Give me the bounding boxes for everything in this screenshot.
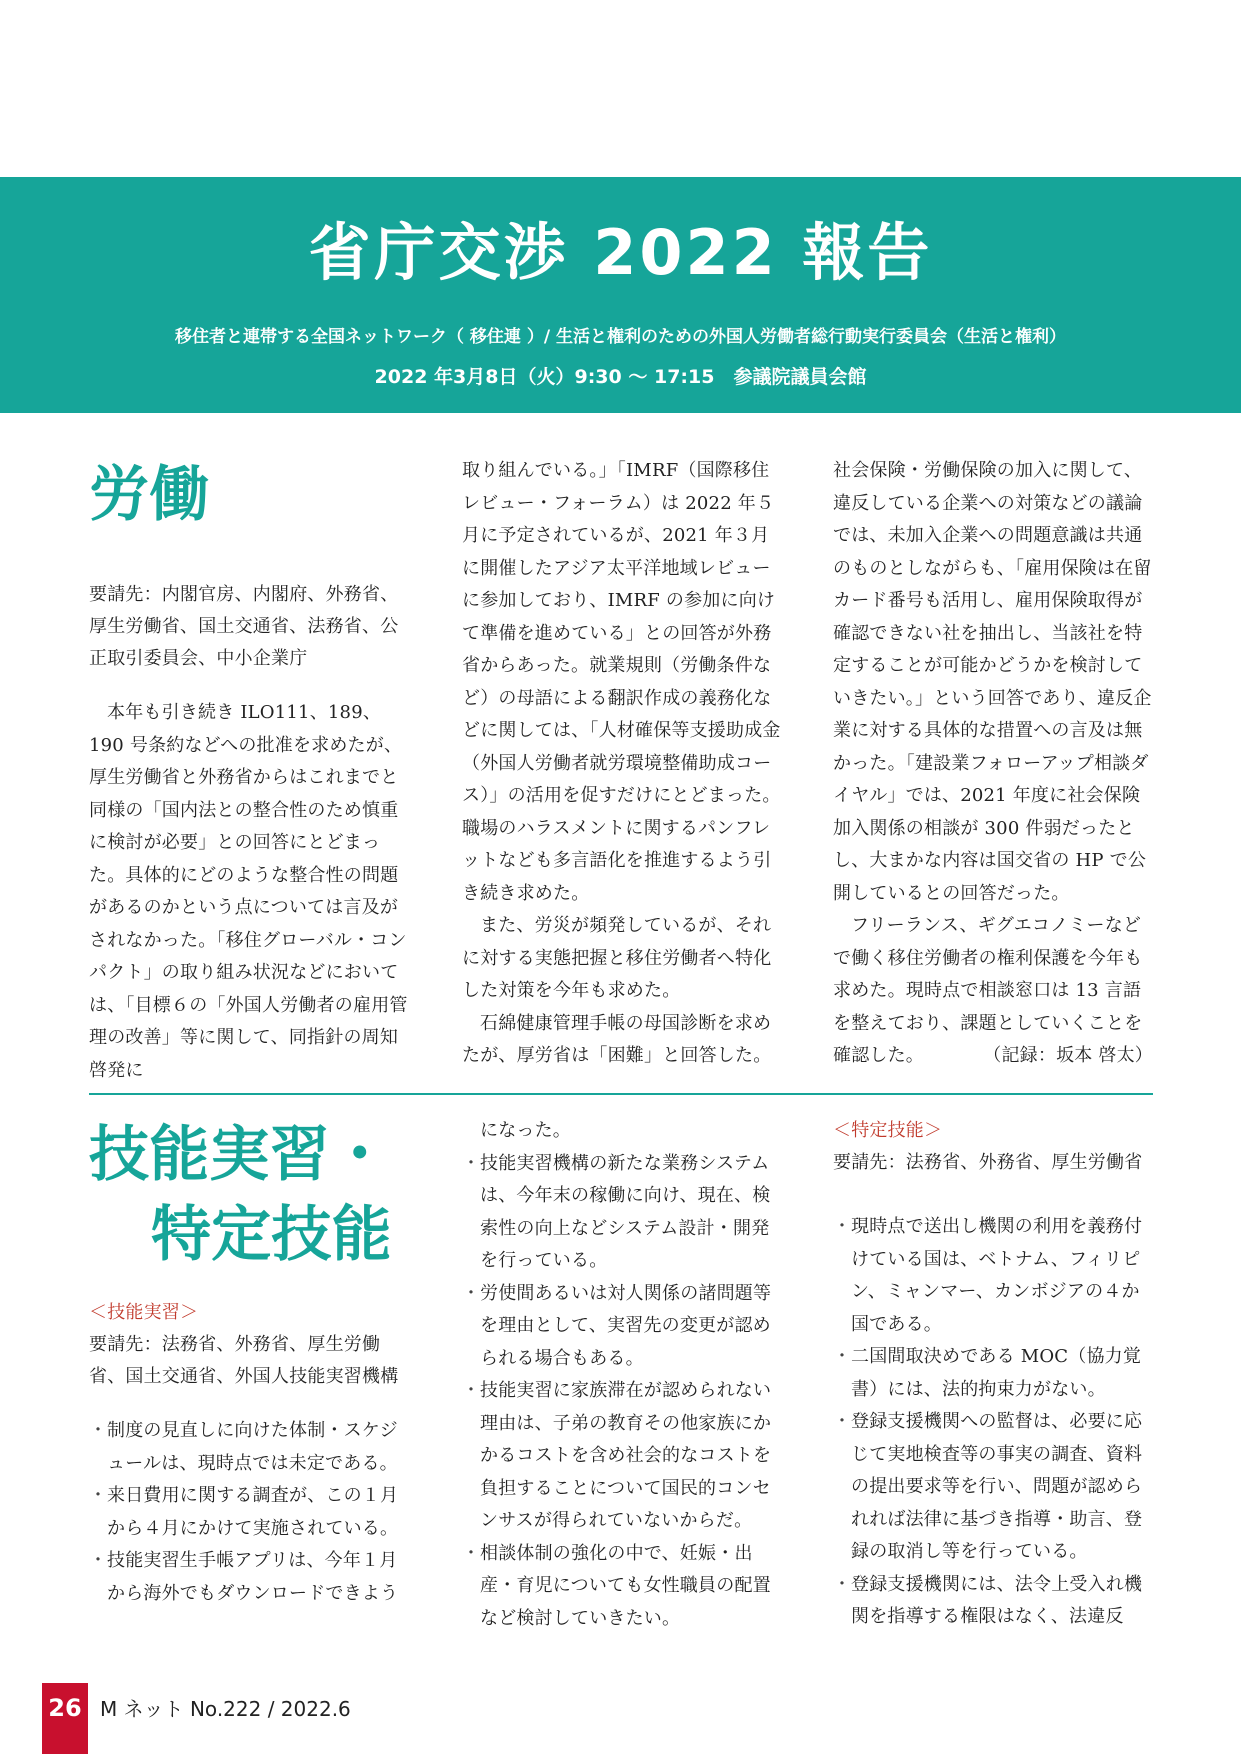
- labor-col3-paragraph-2: [833, 910, 1153, 1073]
- labor-paragraph-1: 本年も引き続き ILO111、189、190 号条約などへの批准を求めたが、厚生労働省と外務省からはこれまでと同様の「国内法との整合性のため慎重に検討が必要」との回答にとどまった。具体的にどのような整合性の問題があるのかという点については言及がされなかった。「移住グローバル・コンパクト」の取り組み状況などにおいては、「目標６の「外国人労働者の雇用管理の改善」等に関して、同指針の周知啓発に: [89, 702, 408, 1081]
- page-title: 省庁交渉 2022 報告: [308, 216, 933, 289]
- title-banner: [0, 177, 1241, 413]
- section-divider: [89, 1093, 1153, 1095]
- list-item: ・技能実習機構の新たな業務システムは、今年末の稼働に向け、現在、検索性の向上などシステム設計・開発を行っている。: [462, 1152, 771, 1271]
- labor-heading: 労働: [89, 460, 210, 530]
- technical-intern-requested-agencies: 要請先：法務省、外務省、厚生労働省、国土交通省、外国人技能実習機構: [89, 1334, 399, 1387]
- list-item: ・登録支援機関には、法令上受入れ機関を指導する権限はなく、法違反: [833, 1573, 1143, 1627]
- skills-heading-line-1: 技能実習・: [89, 1120, 390, 1190]
- organizer-line: 移住者と連帯する全国ネットワーク（ 移住連 ）/ 生活と権利のための外国人労働者総行動実行委員会（生活と権利）: [175, 327, 1066, 347]
- skills-column-3: [833, 1115, 1153, 1634]
- page-number: 26: [48, 1694, 82, 1722]
- publication-info: M ネット No.222 / 2022.6: [100, 1697, 351, 1721]
- recorder-credit: （記録：坂本 啓太）: [983, 1045, 1153, 1066]
- skills-col2-bullets: [462, 1148, 782, 1636]
- labor-requested-agencies: 要請先：内閣官房、内閣府、外務省、厚生労働省、国土交通省、法務省、公正取引委員会、中小企業庁: [89, 584, 399, 669]
- skills-heading-line-2: 特定技能: [151, 1200, 392, 1270]
- list-item: ・来日費用に関する調査が、この１月から４月にかけて実施されている。: [89, 1485, 399, 1539]
- skills-column-1: [89, 1115, 409, 1610]
- page-number-box: [42, 1683, 88, 1754]
- specified-skills-subheading: ＜特定技能＞: [833, 1120, 943, 1141]
- list-item: ・二国間取決めである MOC（協力覚書）には、法的拘束力がない。: [833, 1346, 1142, 1400]
- skills-column-2: [462, 1115, 782, 1635]
- list-item: ・制度の見直しに向けた体制・スケジュールは、現時点では未定である。: [89, 1420, 398, 1474]
- labor-col2-paragraph-2: また、労災が頻発しているが、それに対する実態把握と移住労働者へ特化した対策を今年も求めた。: [462, 915, 772, 1001]
- date-venue-line: 2022 年3月8日（火）9:30 ～ 17:15 参議院議員会館: [374, 366, 867, 388]
- list-item: ・現時点で送出し機関の利用を義務付けている国は、ベトナム、フィリピン、ミャンマー、カンボジアの４か国である。: [833, 1216, 1143, 1335]
- labor-column-1: [89, 455, 409, 1087]
- specified-skills-requested-agencies: 要請先：法務省、外務省、厚生労働省: [833, 1152, 1143, 1173]
- skills-col3-bullets: [833, 1211, 1153, 1634]
- labor-col2-paragraph-1: 取り組んでいる。」「IMRF（国際移住レビュー・フォーラム）は 2022 年５月に予定されているが、2021 年３月に開催したアジア太平洋地域レビューに参加しており、IMRF の参加に向けて準備を進めている」との回答が外務省からあった。就業規則（労働条件など）の母語による翻訳作成の義務化などに関しては、「人材確保等支援助成金（外国人労働者就労環境整備助成コース）」の活用を促すだけにとどまった。職場のハラスメントに関するパンフレットなども多言語化を推進するよう引き続き求めた。: [462, 460, 781, 904]
- labor-column-2: [462, 455, 782, 1073]
- list-item: ・相談体制の強化の中で、妊娠・出産・育児についても女性職員の配置など検討していきたい。: [462, 1542, 771, 1629]
- labor-col3-paragraph-1: 社会保険・労働保険の加入に関して、違反している企業への対策などの議論では、未加入企業への問題意識は共通のものとしながらも、「雇用保険は在留カード番号も活用し、雇用保険取得が確認できない社を抽出し、当該社を特定することが可能かどうかを検討していきたい。」という回答であり、違反企業に対する具体的な措置への言及は無かった。「建設業フォローアップ相談ダイヤル」では、2021 年度に社会保険加入関係の相談が 300 件弱だったとし、大まかな内容は国交省の HP で公開しているとの回答だった。: [833, 460, 1152, 904]
- list-item: ・技能実習生手帳アプリは、今年１月から海外でもダウンロードできよう: [89, 1550, 399, 1604]
- list-item: ・労使間あるいは対人関係の諸問題等を理由として、実習先の変更が認められる場合もある。: [462, 1282, 772, 1369]
- labor-col2-paragraph-3: 石綿健康管理手帳の母国診断を求めたが、厚労省は「困難」と回答した。: [462, 1012, 772, 1066]
- labor-column-3: [833, 455, 1153, 1073]
- technical-intern-subheading: ＜技能実習＞: [89, 1302, 199, 1323]
- skills-col2-continuation: になった。: [480, 1120, 571, 1141]
- list-item: ・技能実習に家族滞在が認められない理由は、子弟の教育その他家族にかかるコストを含め社会的なコストを負担することについて国民的コンセンサスが得られていないからだ。: [462, 1380, 772, 1531]
- list-item: ・登録支援機関への監督は、必要に応じて実地検査等の事実の調査、資料の提出要求等を行い、問題が認められれば法律に基づき指導・助言、登録の取消し等を行っている。: [833, 1411, 1143, 1562]
- labor-col3-paragraph-2-text: フリーランス、ギグエコノミーなどで働く移住労働者の権利保護を今年も求めた。現時点で相談窓口は 13 言語を整えており、課題としていくことを確認した。: [833, 915, 1143, 1066]
- skills-col1-bullets: [89, 1415, 409, 1610]
